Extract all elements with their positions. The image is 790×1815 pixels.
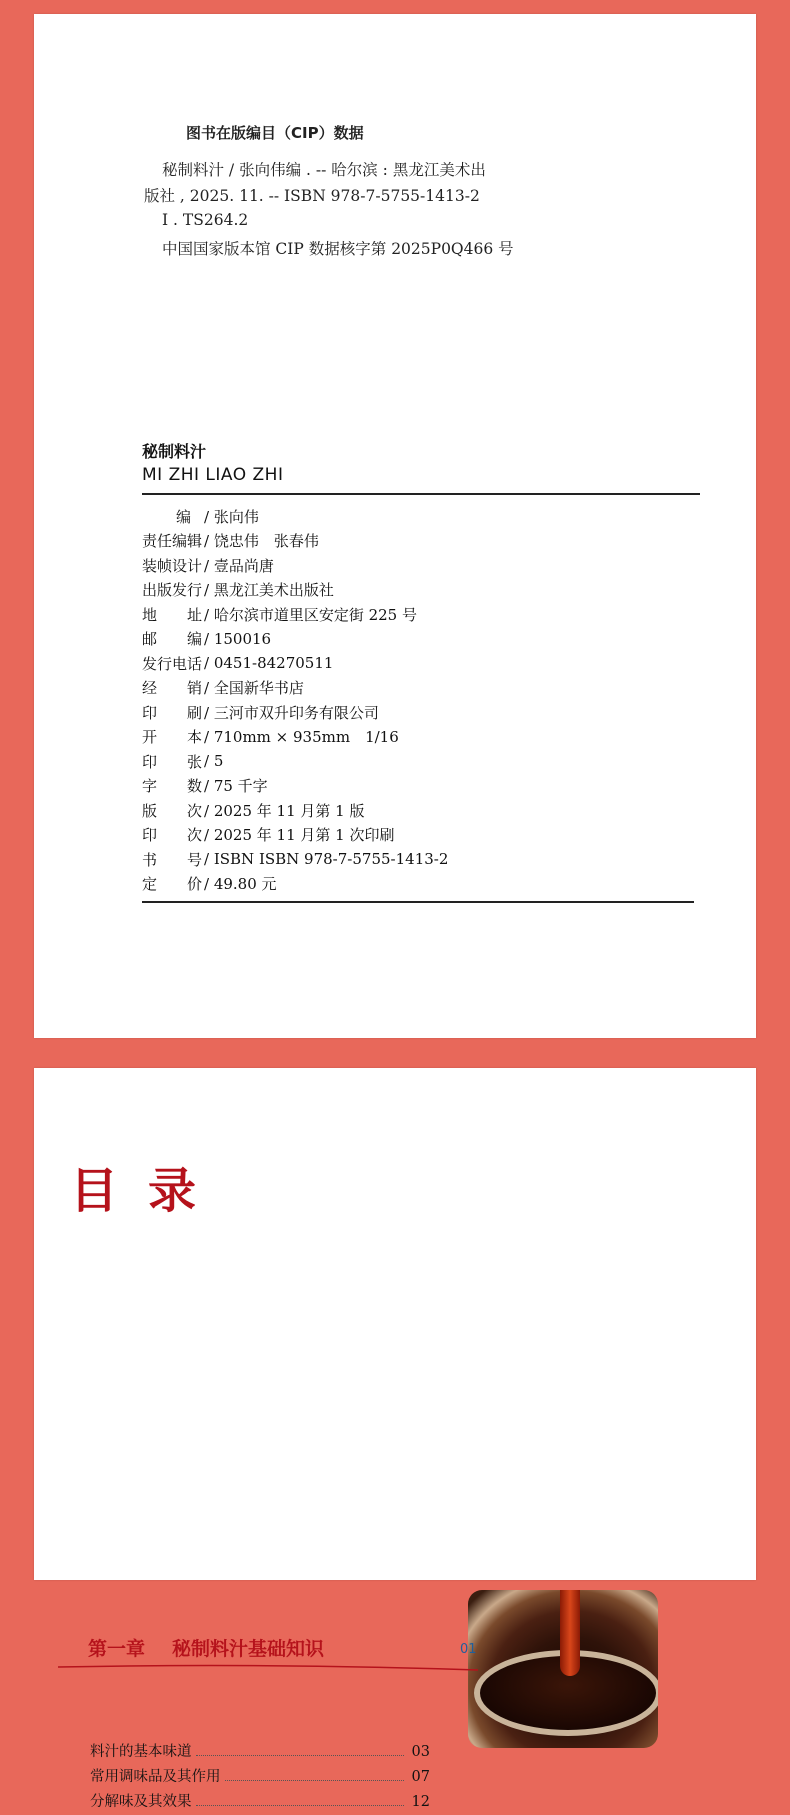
- chapter-number: 第一章: [88, 1638, 146, 1660]
- credit-label: 发行电话: [142, 654, 203, 673]
- credit-label: 印 刷: [142, 703, 203, 722]
- credit-value: / 壹品尚唐: [204, 556, 274, 575]
- credit-label: 地 址: [142, 605, 203, 624]
- credit-row: [142, 676, 702, 701]
- credit-label: 印 次: [142, 826, 203, 845]
- credit-value: / 2025 年 11 月第 1 次印刷: [204, 826, 395, 845]
- credit-row: [142, 578, 702, 603]
- cip-line: 秘制料汁 / 张向伟编 . -- 哈尔滨 : 黑龙江美术出: [162, 161, 486, 179]
- book-pinyin: MI ZHI LIAO ZHI: [142, 465, 284, 485]
- credit-value: / 2025 年 11 月第 1 版: [204, 801, 365, 820]
- credit-value: / 饶忠伟 张春伟: [204, 532, 319, 551]
- cip-line: 中国国家版本馆 CIP 数据核字第 2025P0Q466 号: [162, 240, 514, 258]
- entry-page: 07: [411, 1769, 430, 1785]
- chapter-underline: [58, 1664, 478, 1672]
- credit-label: 书 号: [142, 850, 203, 869]
- credit-label: 定 价: [142, 875, 203, 894]
- credit-row: [142, 553, 702, 578]
- credit-label: 责任编辑: [142, 532, 203, 551]
- book-title: 秘制料汁: [142, 442, 207, 461]
- credit-label: 字 数: [142, 777, 203, 796]
- dot-leader: [196, 1805, 405, 1806]
- entry-page: 12: [411, 1794, 430, 1810]
- credit-value: / 710mm × 935mm 1/16: [204, 728, 399, 747]
- credit-value: / 150016: [204, 629, 272, 648]
- credit-value: / 0451-84270511: [204, 654, 334, 673]
- credit-row: [142, 602, 702, 627]
- credit-label: 版 次: [142, 801, 203, 820]
- toc-entry[interactable]: [90, 1765, 430, 1790]
- credit-value: / 49.80 元: [204, 875, 277, 894]
- cip-line: Ⅰ . TS264.2: [162, 211, 249, 229]
- copyright-page: [34, 14, 756, 1038]
- toc-title: 目录: [70, 1163, 227, 1219]
- toc-entry[interactable]: [90, 1790, 430, 1815]
- toc-entries: [90, 1740, 430, 1815]
- credit-row: [142, 823, 702, 848]
- credit-value: / 全国新华书店: [204, 679, 304, 698]
- credit-value: / ISBN ISBN 978-7-5755-1413-2: [204, 850, 449, 869]
- credit-row: [142, 504, 702, 529]
- credit-label: 邮 编: [142, 630, 203, 649]
- credit-value: / 张向伟: [204, 507, 259, 526]
- credit-value: / 5: [204, 752, 224, 771]
- credit-row: [142, 798, 702, 823]
- entry-label: 分解味及其效果: [90, 1794, 192, 1810]
- credit-label: 装帧设计: [142, 556, 203, 575]
- credit-row: [142, 700, 702, 725]
- cip-heading: 图书在版编目（CIP）数据: [186, 124, 364, 142]
- entry-page: 03: [411, 1744, 430, 1760]
- sauce-drip-image: [560, 1590, 580, 1676]
- credit-row: [142, 774, 702, 799]
- credit-row: [142, 725, 702, 750]
- credit-label: 编: [176, 507, 192, 526]
- credit-value: / 三河市双升印务有限公司: [204, 703, 379, 722]
- chapter-page-number: 01: [460, 1642, 477, 1657]
- toc-page: [34, 1068, 756, 1810]
- credit-row: [142, 872, 702, 897]
- credit-row: [142, 529, 702, 554]
- credit-value: / 75 千字: [204, 777, 268, 796]
- credits-list: [142, 504, 702, 896]
- credit-row: [142, 847, 702, 872]
- entry-label: 常用调味品及其作用: [90, 1769, 221, 1785]
- divider: [142, 493, 700, 495]
- credit-row: [142, 627, 702, 652]
- credit-row: [142, 651, 702, 676]
- dot-leader: [225, 1780, 405, 1781]
- credit-label: 经 销: [142, 679, 203, 698]
- credit-value: / 黑龙江美术出版社: [204, 581, 334, 600]
- sauce-photo: [468, 1590, 658, 1748]
- credit-label: 出版发行: [142, 581, 203, 600]
- cip-line: 版社 , 2025. 11. -- ISBN 978-7-5755-1413-2: [144, 187, 480, 205]
- toc-entry[interactable]: [90, 1740, 430, 1765]
- entry-label: 料汁的基本味道: [90, 1744, 192, 1760]
- credit-value: / 哈尔滨市道里区安定街 225 号: [204, 605, 417, 624]
- divider: [142, 901, 694, 903]
- chapter-name: 秘制料汁基础知识: [172, 1638, 325, 1660]
- dot-leader: [196, 1755, 405, 1756]
- credit-row: [142, 749, 702, 774]
- credit-label: 印 张: [142, 752, 203, 771]
- credit-label: 开 本: [142, 728, 203, 747]
